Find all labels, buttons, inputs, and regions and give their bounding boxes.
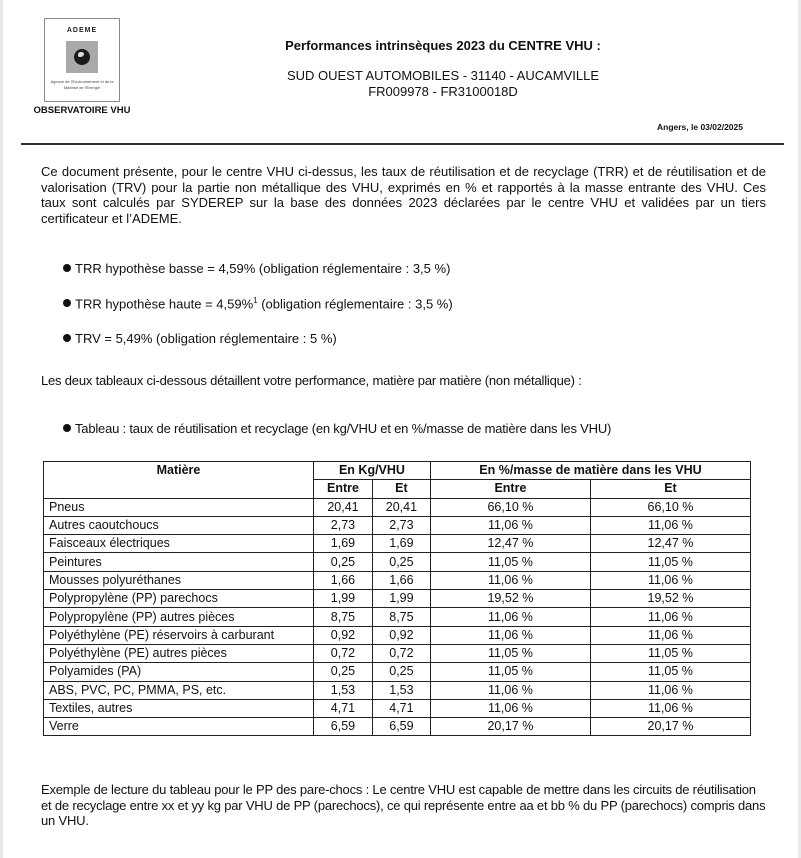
performance-table <box>43 461 751 736</box>
header-pct-entre: Entre <box>430 480 590 498</box>
logo-title: ADEME <box>66 27 98 34</box>
header-pct-group: En %/masse de matière dans les VHU <box>430 462 750 480</box>
cell-matiere: Polypropylène (PP) autres pièces <box>44 608 314 626</box>
table-row <box>44 516 751 534</box>
cell-pct-entre: 11,05 % <box>430 644 590 662</box>
cell-pct-entre: 12,47 % <box>430 535 590 553</box>
cell-matiere: Peintures <box>44 553 314 571</box>
cell-kg-et: 1,99 <box>372 590 430 608</box>
cell-kg-entre: 1,69 <box>314 535 373 553</box>
cell-pct-entre: 11,06 % <box>430 571 590 589</box>
cell-kg-et: 1,66 <box>372 571 430 589</box>
rate-text: TRV = 5,49% (obligation réglementaire : 5 %) <box>75 331 337 346</box>
cell-kg-et: 1,69 <box>372 535 430 553</box>
cell-pct-et: 11,06 % <box>590 681 750 699</box>
cell-matiere: Verre <box>44 718 314 736</box>
header-pct-et: Et <box>590 480 750 498</box>
cell-kg-entre: 2,73 <box>314 516 373 534</box>
cell-kg-entre: 0,25 <box>314 553 373 571</box>
rate-text: TRR hypothèse haute = 4,59% <box>75 296 254 312</box>
header-matiere: Matière <box>44 462 314 499</box>
cell-kg-et: 6,59 <box>372 718 430 736</box>
cell-pct-entre: 11,06 % <box>430 626 590 644</box>
table-row <box>44 553 751 571</box>
bullet-icon <box>63 424 71 432</box>
cell-kg-entre: 6,59 <box>314 718 373 736</box>
table-caption <box>63 421 611 436</box>
table-row <box>44 535 751 553</box>
cell-pct-entre: 11,06 % <box>430 681 590 699</box>
cell-matiere: Polyamides (PA) <box>44 663 314 681</box>
intro-paragraph: Ce document présente, pour le centre VHU ci-dessus, les taux de réutilisation et de recyclage (TRR) et de réutilisation et de valorisation (TRV) pour la partie non métallique des VHU, exprimés en % et rapportés à la masse entrante des VHU. Ces taux sont calculés par SYDEREP sur la base des données 2023 déclarées par le centre VHU et validées par un tiers certificateur et l’ADEME. <box>41 164 766 226</box>
bullet-icon <box>63 334 71 342</box>
cell-kg-et: 4,71 <box>372 699 430 717</box>
cell-pct-et: 11,06 % <box>590 699 750 717</box>
cell-pct-et: 66,10 % <box>590 498 750 516</box>
observatoire-label: OBSERVATOIRE VHU <box>33 105 131 116</box>
cell-matiere: Polyéthylène (PE) autres pièces <box>44 644 314 662</box>
cell-matiere: ABS, PVC, PC, PMMA, PS, etc. <box>44 681 314 699</box>
ademe-logo <box>44 18 120 102</box>
cell-kg-et: 1,53 <box>372 681 430 699</box>
table-row <box>44 608 751 626</box>
table-body <box>44 498 751 736</box>
cell-matiere: Pneus <box>44 498 314 516</box>
centre-ids-line: FR009978 - FR3100018D <box>368 84 518 99</box>
cell-pct-et: 12,47 % <box>590 535 750 553</box>
bullet-icon <box>63 264 71 272</box>
logo-subtitle: Agence de l'Environnement et de la Maîtrise de l'Énergie <box>50 79 114 90</box>
cell-matiere: Textiles, autres <box>44 699 314 717</box>
rate-trr-haute <box>63 296 453 311</box>
table-row <box>44 626 751 644</box>
footnote-ref[interactable]: 1 <box>253 296 258 305</box>
cell-pct-entre: 11,05 % <box>430 553 590 571</box>
header-kg-group: En Kg/VHU <box>314 462 431 480</box>
table-row <box>44 644 751 662</box>
cell-kg-entre: 1,99 <box>314 590 373 608</box>
cell-kg-et: 0,92 <box>372 626 430 644</box>
table-row <box>44 663 751 681</box>
cell-pct-entre: 19,52 % <box>430 590 590 608</box>
cell-pct-entre: 20,17 % <box>430 718 590 736</box>
cell-kg-entre: 0,72 <box>314 644 373 662</box>
cell-kg-et: 0,25 <box>372 553 430 571</box>
table-row <box>44 571 751 589</box>
example-paragraph: Exemple de lecture du tableau pour le PP des pare-chocs : Le centre VHU est capable de mettre dans les circuits de réutilisation et de recyclage entre xx et yy kg par VHU de PP (parechocs), ce qui représente entre aa et bb % du PP (parechocs) compris dans un VHU. <box>41 782 766 828</box>
cell-kg-entre: 4,71 <box>314 699 373 717</box>
document-title: Performances intrinsèques 2023 du CENTRE VHU : <box>285 38 601 53</box>
cell-matiere: Faisceaux électriques <box>44 535 314 553</box>
cell-pct-et: 11,06 % <box>590 516 750 534</box>
cell-pct-entre: 11,05 % <box>430 663 590 681</box>
cell-pct-entre: 11,06 % <box>430 608 590 626</box>
cell-kg-et: 0,25 <box>372 663 430 681</box>
cell-matiere: Polypropylène (PP) parechocs <box>44 590 314 608</box>
bullet-icon <box>63 299 71 307</box>
document-page <box>3 0 798 858</box>
cell-matiere: Mousses polyuréthanes <box>44 571 314 589</box>
table-row <box>44 718 751 736</box>
rate-suffix: (obligation réglementaire : 3,5 %) <box>257 296 453 312</box>
cell-kg-et: 0,72 <box>372 644 430 662</box>
cell-matiere: Polyéthylène (PE) réservoirs à carburant <box>44 626 314 644</box>
header-kg-entre: Entre <box>314 480 373 498</box>
cell-matiere: Autres caoutchoucs <box>44 516 314 534</box>
header-kg-et: Et <box>372 480 430 498</box>
table-row <box>44 498 751 516</box>
cell-kg-et: 20,41 <box>372 498 430 516</box>
tables-intro: Les deux tableaux ci-dessous détaillent votre performance, matière par matière (non métallique) : <box>41 373 582 388</box>
cell-pct-et: 11,05 % <box>590 644 750 662</box>
centre-name-line: SUD OUEST AUTOMOBILES - 31140 - AUCAMVILLE <box>286 68 600 83</box>
cell-kg-et: 8,75 <box>372 608 430 626</box>
table-caption-text: Tableau : taux de réutilisation et recyclage (en kg/VHU et en %/masse de matière dans les VHU) <box>75 421 612 436</box>
logo-square <box>66 41 98 73</box>
cell-pct-et: 11,05 % <box>590 663 750 681</box>
cell-kg-entre: 1,66 <box>314 571 373 589</box>
cell-pct-entre: 11,06 % <box>430 699 590 717</box>
cell-pct-et: 11,06 % <box>590 608 750 626</box>
date-line: Angers, le 03/02/2025 <box>656 122 743 132</box>
cell-pct-et: 20,17 % <box>590 718 750 736</box>
cell-kg-entre: 0,92 <box>314 626 373 644</box>
cell-kg-entre: 0,25 <box>314 663 373 681</box>
cell-pct-et: 11,06 % <box>590 626 750 644</box>
cell-pct-et: 19,52 % <box>590 590 750 608</box>
rate-text: TRR hypothèse basse = 4,59% (obligation réglementaire : 3,5 %) <box>75 261 451 276</box>
globe-icon <box>74 49 90 65</box>
rate-trr-basse <box>63 261 450 276</box>
header-divider <box>21 143 784 145</box>
cell-pct-et: 11,06 % <box>590 571 750 589</box>
cell-kg-entre: 20,41 <box>314 498 373 516</box>
centre-identity <box>233 68 653 100</box>
table-row <box>44 699 751 717</box>
cell-kg-entre: 8,75 <box>314 608 373 626</box>
cell-pct-et: 11,05 % <box>590 553 750 571</box>
table-row <box>44 681 751 699</box>
cell-kg-et: 2,73 <box>372 516 430 534</box>
cell-pct-entre: 11,06 % <box>430 516 590 534</box>
cell-kg-entre: 1,53 <box>314 681 373 699</box>
cell-pct-entre: 66,10 % <box>430 498 590 516</box>
table-row <box>44 590 751 608</box>
rate-trv <box>63 331 337 346</box>
